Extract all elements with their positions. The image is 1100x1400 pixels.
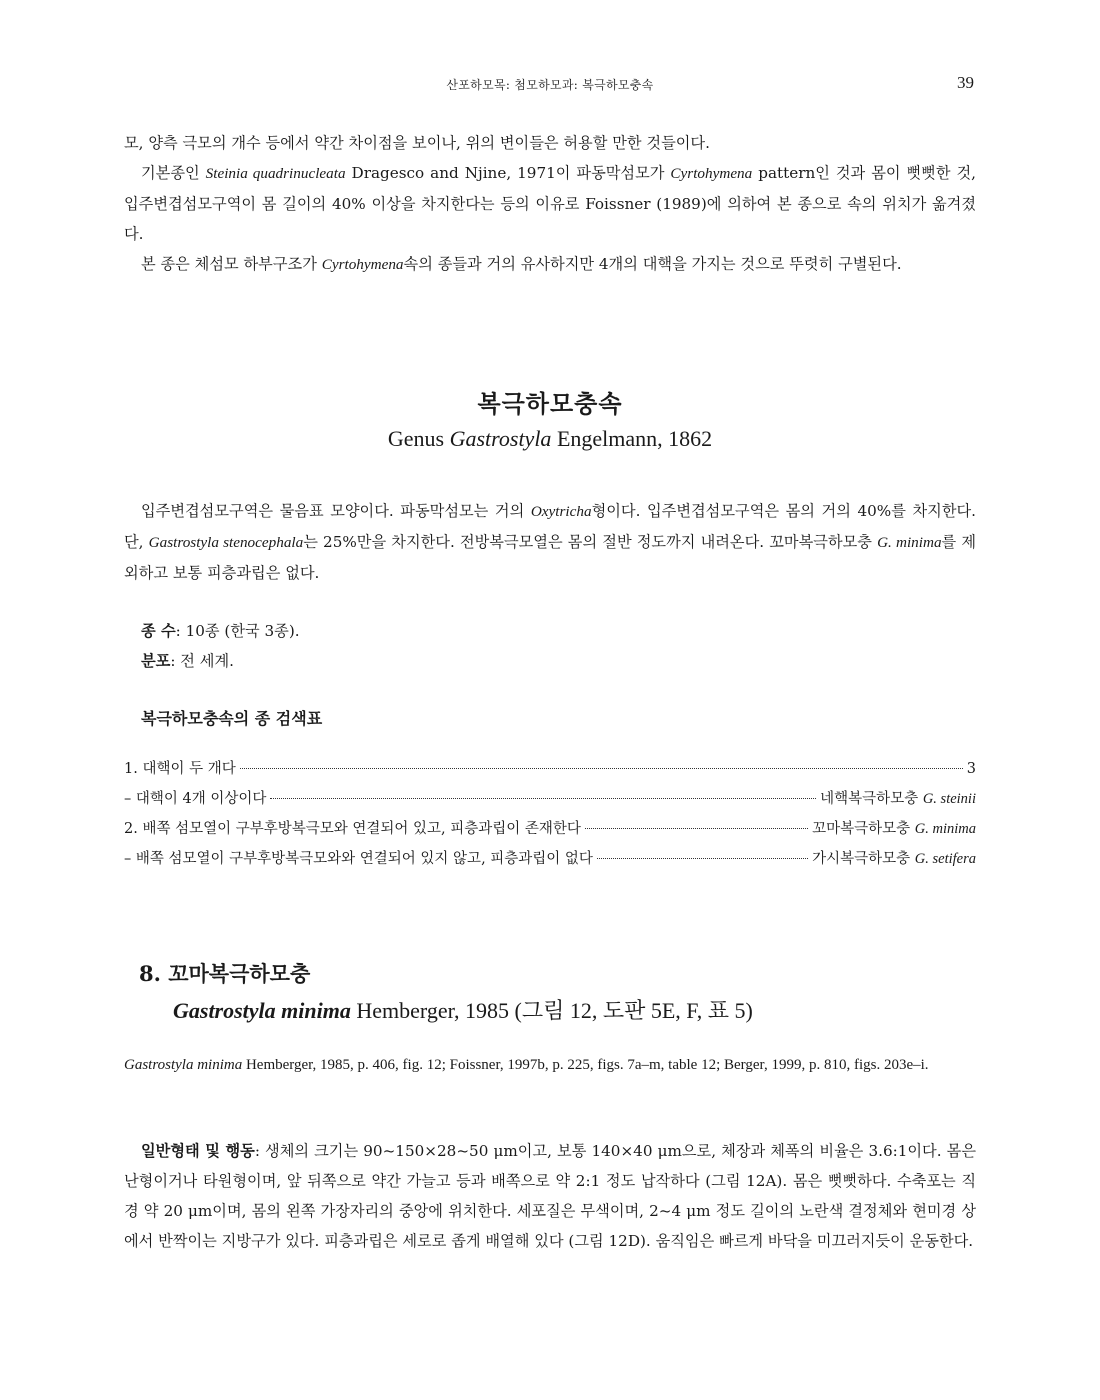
key-line: 1. 대핵이 두 개다 3 (124, 761, 976, 777)
intro-paragraph-3: 본 종은 체섬모 하부구조가 Cyrtohymena속의 종들과 거의 유사하지만 4개의 대핵을 가지는 것으로 뚜렷히 구별된다. (141, 255, 902, 273)
key-line: – 배쪽 섬모열이 구부후방복극모와와 연결되어 있지 않고, 피층과립이 없다 가시복극하모충 G. setifera (124, 851, 976, 867)
genus-title: 복극하모충속 (477, 389, 623, 418)
general-morphology-text: 일반형태 및 행동: 생체의 크기는 90~150×28~50 μm이고, 보통 140×40 μm으로, 체장과 체폭의 비율은 3.6:1이다. 몸은 난형이거나 타원형이며, 앞 뒤쪽으로 약간 가늘고 등과 배쪽으로 약 2:1 정도 납작하다 (그림 12A). 몸은 뻣뻣하다. 수축포는 직경 약 20 μm이며, 몸의 왼쪽 가장자리의 중앙에 위치한다. 세포질은 무색이며, 2~4 μm 정도 길이의 노란색 결정체와 현미경 상에서 반짝이는 지방구가 있다. 피층과립은 세로로 좁게 배열해 있다 (그림 12D). 움직임은 빠르게 바닥을 미끄러지듯이 운동한다. (124, 1142, 976, 1250)
intro-section (124, 128, 976, 280)
intro-paragraph-1: 모, 양측 극모의 개수 등에서 약간 차이점을 보이나, 위의 변이들은 허용할 만한 것들이다. (124, 134, 710, 152)
species-count: 종 수: 10종 (한국 3종). (141, 622, 300, 640)
species-number-name: 8. 꼬마복극하모충 (139, 961, 311, 986)
key-title-wrap (124, 706, 976, 729)
running-head: 산포하모목: 첨모하모과: 복극하모충속 (446, 78, 654, 92)
synonymy-text: Gastrostyla minima Hemberger, 1985, p. 406, fig. 12; Foissner, 1997b, p. 225, figs. 7a–m, table 12; Berger, 1999, p. 810, figs. 203e–i. (124, 1057, 929, 1073)
genus-description-text: 입주변겹섬모구역은 물음표 모양이다. 파동막섬모는 거의 Oxytricha형이다. 입주변겹섬모구역은 몸의 거의 40%를 차지한다. 단, Gastrostyla stenocephala는 25%만을 차지한다. 전방복극모열은 몸의 절반 정도까지 내려온다. 꼬마복극하모충 G. minima를 제외하고 보통 피층과립은 없다. (124, 502, 977, 582)
key-line: 2. 배쪽 섬모열이 구부후방복극모와 연결되어 있고, 피층과립이 존재한다 꼬마복극하모충 G. minima (124, 821, 976, 837)
page-number: 39 (957, 73, 974, 92)
general-morphology (124, 1136, 976, 1256)
key-title: 복극하모충속의 종 검색표 (141, 709, 323, 728)
species-scientific-name: Gastrostyla minima Hemberger, 1985 (그림 12, 도판 5E, F, 표 5) (173, 998, 753, 1023)
genus-description (124, 496, 976, 588)
intro-paragraph-2: 기본종인 Steinia quadrinucleata Dragesco and Njine, 1971이 파동막섬모가 Cyrtohymena pattern인 것과 몸이 뻣뻣한 것, 입주변겹섬모구역이 몸 길이의 40% 이상을 차지한다는 등의 이유로 Foissner (1989)에 의하여 본 종으로 속의 위치가 옮겨졌다. (124, 164, 976, 243)
synonymy (124, 1050, 976, 1080)
genus-facts (124, 616, 976, 676)
genus-subtitle: Genus Gastrostyla Engelmann, 1862 (387, 426, 713, 451)
species-key (124, 754, 976, 874)
species-heading (124, 958, 976, 1025)
key-line: – 대핵이 4개 이상이다 네핵복극하모충 G. steinii (124, 791, 976, 807)
distribution: 분포: 전 세계. (141, 652, 234, 670)
